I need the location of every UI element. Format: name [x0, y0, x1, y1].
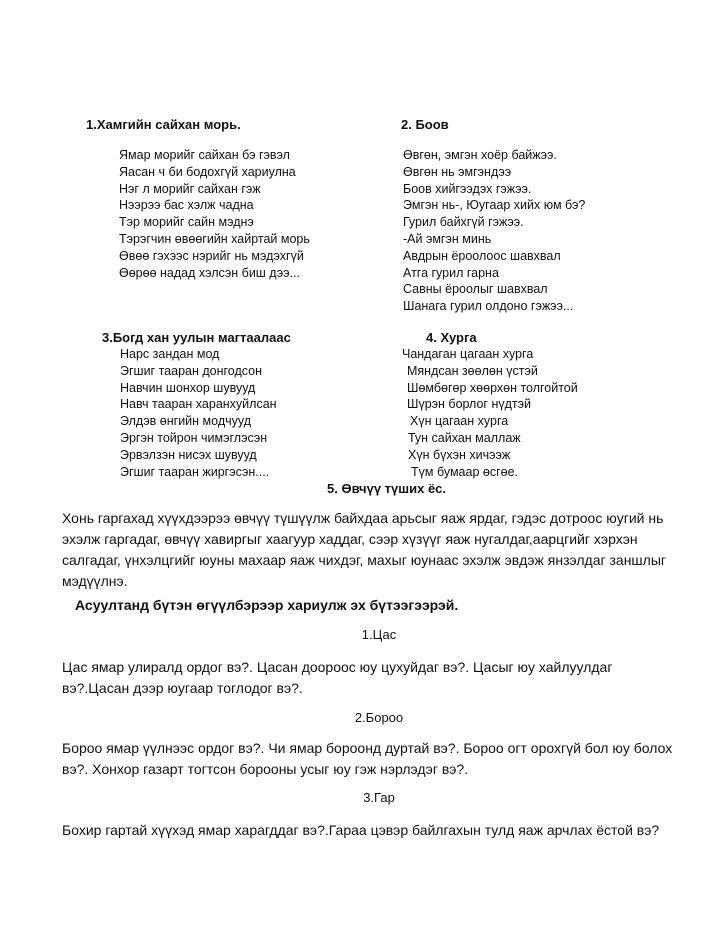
- poem-line: Тэр морийг сайн мэднэ: [119, 215, 254, 230]
- poem-line: Нэг л морийг сайхан гэж: [119, 181, 261, 196]
- poem-1-title: 1.Хамгийн сайхан морь.: [86, 117, 241, 132]
- question-1-title: 1.Цас: [361, 627, 397, 642]
- section-5-paragraph: Хонь гаргахад хүүхдээрээ өвчүү түшүүлж байхдаа арьсыг яаж ярдаг, гэдэс дотроос юугий нь эхэлж гаргадаг, өвчүү хавиргыг хаагуур хаддаг, сээр хүзүүг яаж нугалдаг,аарцгийг хэрхэн салгадаг, үнхэлцгийг юуны махаар яаж чихдэг, махыг юунаас эхэлж эвдэж янзэлдаг заншлыг мэдүүлнэ.: [62, 510, 666, 589]
- poem-line: -Ай эмгэн минь: [403, 231, 492, 246]
- poem-3-title: 3.Богд хан уулын магтаалаас: [102, 330, 291, 345]
- poem-line: Нээрээ бас хэлж чадна: [119, 198, 254, 213]
- poem-line: Чандаган цагаан хурга: [402, 347, 534, 361]
- poem-4-lines: [402, 346, 578, 480]
- poem-line: Навчин шонхор шувууд: [120, 380, 256, 395]
- poem-line: Эмгэн нь-, Юугаар хийх юм бэ?: [403, 198, 586, 213]
- poem-line: Шөмбөгөр хөөрхөн толгойтой: [407, 380, 578, 395]
- questions-heading: Асуултанд бүтэн өгүүлбэрээр хариулж эх бүтээгээрэй.: [75, 597, 459, 613]
- question-1-text: Цас ямар улиралд ордог вэ?. Цасан доороос юу цухуйдаг вэ?. Цасыг юу хайлуулдаг вэ?.Цасан дээр юугаар тоглодог вэ?.: [62, 659, 613, 696]
- poem-line: Өвөө гэхээс нэрийг нь мэдэхгүй: [119, 248, 304, 263]
- section-5-title: 5. Өвчүү түших ёс.: [327, 481, 447, 496]
- poem-line: Тун сайхан маллаж: [408, 430, 521, 445]
- question-2-title: 2.Бороо: [354, 710, 404, 725]
- poem-line: Хүн бүхэн хичээж: [408, 447, 511, 462]
- poem-line: Нарс зандан мод: [120, 347, 220, 361]
- poem-line: Ямар морийг сайхан бэ гэвэл: [119, 148, 290, 162]
- poem-line: Өвгөн, эмгэн хоёр байжээ.: [403, 148, 557, 162]
- poem-line: Эгшиг тааран донгодсон: [120, 363, 263, 378]
- poem-1-lines: [119, 147, 310, 281]
- poem-4-title: 4. Хурга: [426, 330, 477, 345]
- poem-line: Эгшиг таарaн жиргэсэн....: [120, 464, 270, 479]
- poem-line: Түм бумаар өсгөе.: [411, 464, 519, 479]
- poem-line: Яасан ч би бодохгүй хариулна: [119, 164, 296, 179]
- question-2-text: Бороо ямар үүлнээс ордог вэ?. Чи ямар бороонд дуртай вэ?. Бороо огт орохгүй бол юу болох вэ?. Хонхор газарт тогтсон борооны усыг юу гэж нэрлэдэг вэ?.: [62, 740, 673, 777]
- poem-3-lines: [120, 346, 277, 480]
- poem-line: Навч тааран харанхуйлсан: [120, 397, 277, 412]
- poem-line: Тэрэгчин өвөөгийн хайртай морь: [119, 231, 310, 246]
- poem-line: Элдэв өнгийн модчууд: [120, 414, 251, 429]
- poem-line: Мяндсан зөөлөн үстэй: [407, 363, 538, 378]
- poem-line: Өвгөн нь эмгэндээ: [403, 164, 512, 179]
- poem-line: Шанага гурил олдоно гэжээ...: [403, 299, 574, 314]
- question-3-text: Бохир гартай хүүхэд ямар харагддаг вэ?.Гараа цэвэр байлгахын тулд яаж арчлах ёстой вэ?: [62, 822, 660, 838]
- poem-2-lines: [403, 147, 585, 315]
- poem-line: Атга гурил гарна: [403, 265, 499, 280]
- poem-line: Эрвэлзэн нисэх шувууд: [120, 447, 257, 462]
- poem-line: Хүн цагаан хурга: [410, 414, 509, 429]
- poem-line: Гурил байхгүй гэжээ.: [403, 215, 524, 230]
- poem-2-title: 2. Боов: [401, 117, 449, 132]
- poem-line: Боов хийгээдэх гэжээ.: [403, 181, 532, 196]
- poem-line: Эргэн тойрон чимэглэсэн: [120, 430, 268, 445]
- poem-line: Авдрын ёроолоос шавхвал: [403, 248, 561, 263]
- poem-line: Савны ёроолыг шавхвал: [403, 282, 548, 297]
- poem-line: Шүрэн борлог нүдтэй: [407, 397, 531, 412]
- poem-line: Өөрөө надад хэлсэн биш дээ...: [119, 265, 300, 280]
- question-3-title: 3.Гар: [363, 790, 395, 805]
